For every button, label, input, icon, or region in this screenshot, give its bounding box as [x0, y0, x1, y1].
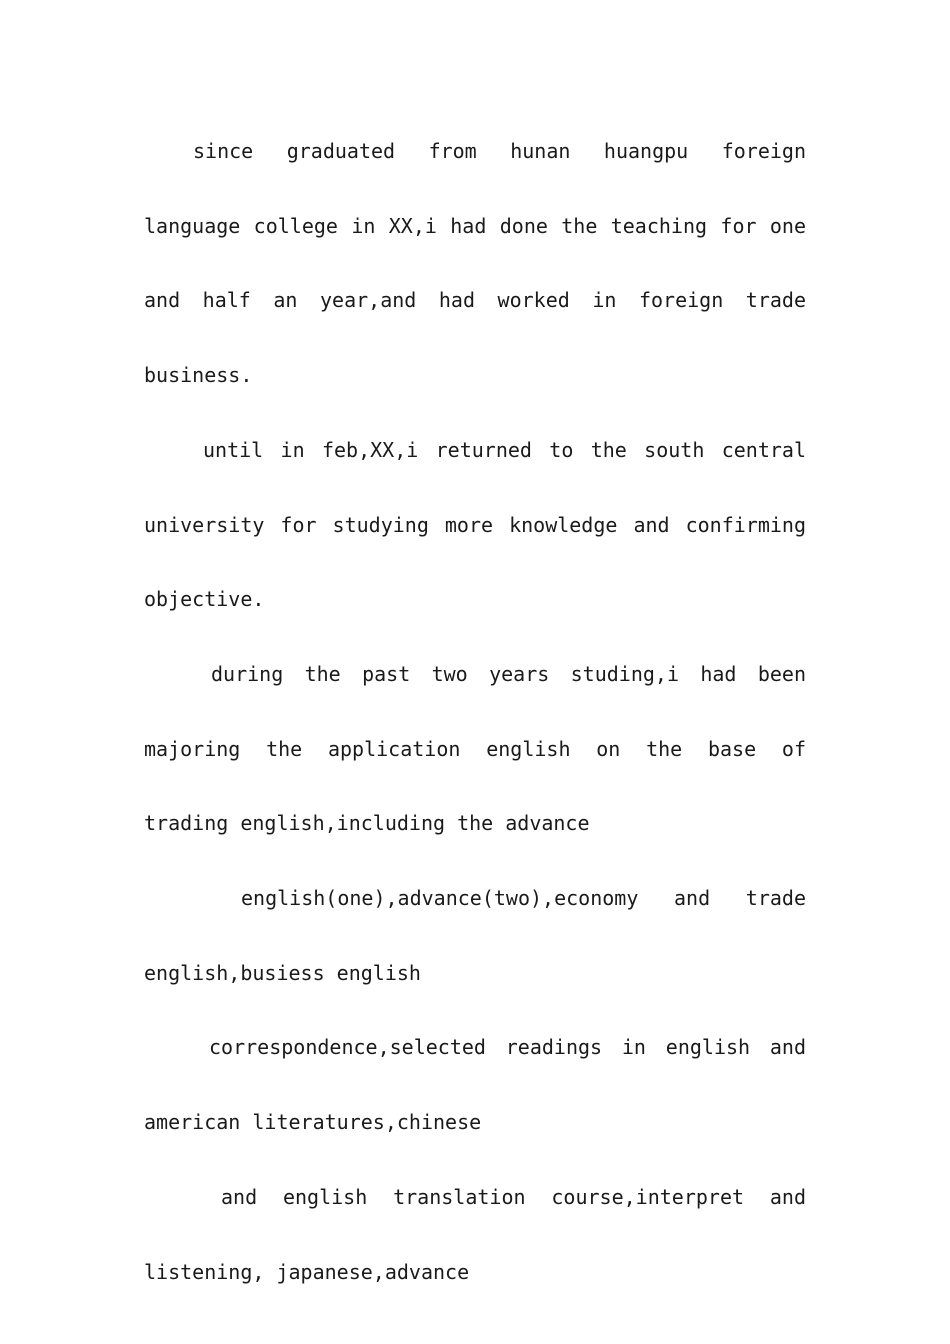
paragraph-5: correspondence,selected readings in english and american literatures,chinese: [144, 1035, 806, 1135]
paragraph-4: english(one),advance(two),economy and trade english,busiess english: [144, 886, 806, 985]
paragraph-1: since graduated from hunan huangpu foreign language college in XX,i had done the teaching for one and half an year,and had worked in foreign trade business.: [144, 139, 806, 388]
paragraph-3: during the past two years studing,i had been majoring the application english on the base of trading english,including the advance: [144, 661, 806, 836]
paragraph-2: until in feb,XX,i returned to the south central university for studying more knowledge and confirming objective.: [144, 437, 806, 612]
paragraph-6: and english translation course,interpret and listening, japanese,advance: [144, 1184, 806, 1284]
document-body: [144, 114, 806, 1309]
